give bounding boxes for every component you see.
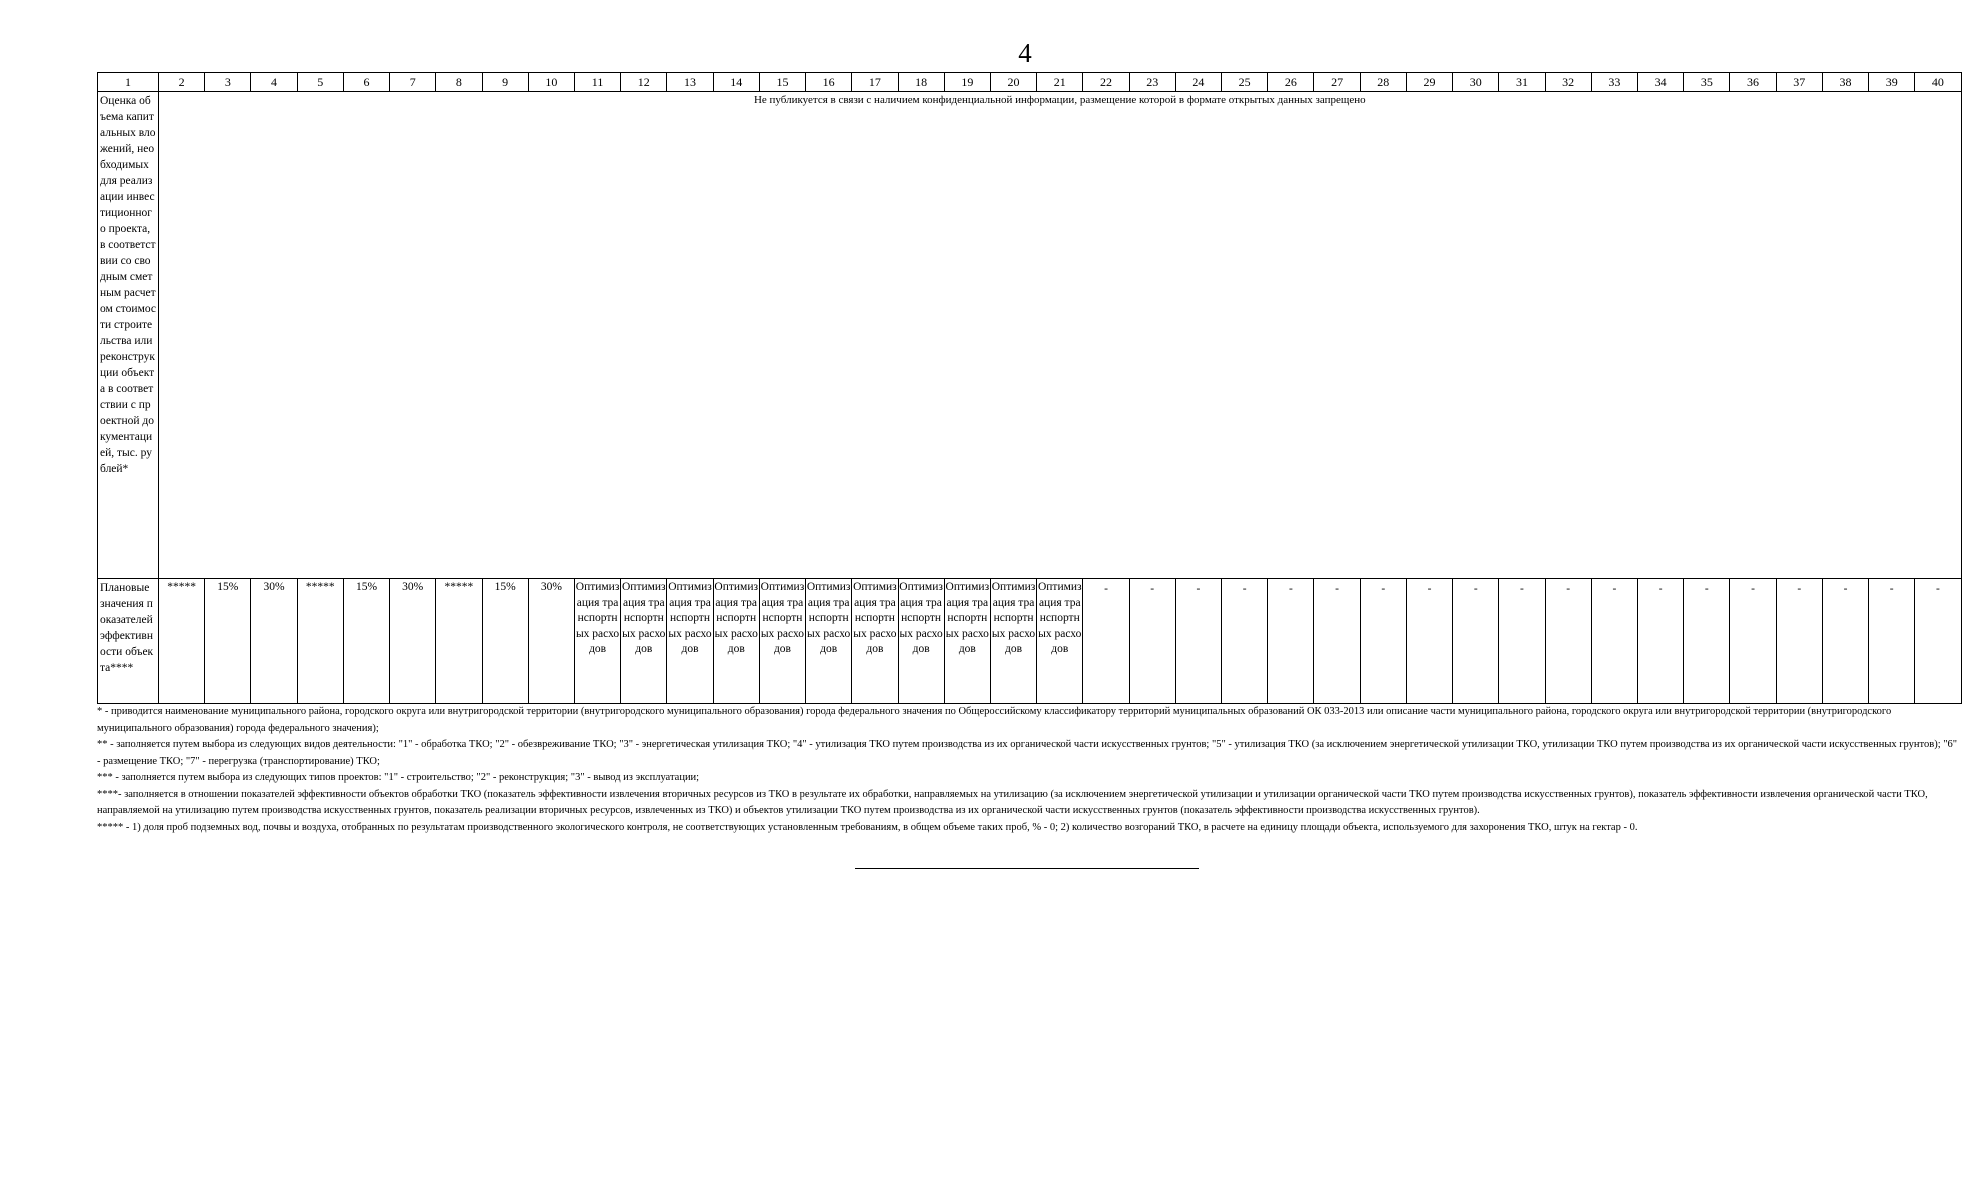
performance-value-cell: 15% (205, 579, 251, 704)
column-number-cell: 5 (297, 73, 343, 92)
performance-value-cell: - (1222, 579, 1268, 704)
performance-value-cell: - (1638, 579, 1684, 704)
column-number-row (98, 73, 1962, 92)
column-number-cell: 33 (1591, 73, 1637, 92)
footnotes (97, 704, 1961, 836)
column-number-cell: 18 (898, 73, 944, 92)
column-number-cell: 36 (1730, 73, 1776, 92)
footnote-5: ***** - 1) доля проб подземных вод, почвы и воздуха, отобранных по результатам производственного экологического контроля, не соответствующих установленным требованиям, в общем объеме таких проб, % - 0; 2) количество возгораний ТКО, в расчете на единицу площади объекта, используемого для захоронения ТКО, штук на гектар - 0. (97, 821, 1638, 833)
performance-value-cell: - (1545, 579, 1591, 704)
column-number-cell: 1 (98, 73, 159, 92)
performance-value-cell: Оптимизация транспортных расходов (898, 579, 944, 704)
column-number-cell: 14 (713, 73, 759, 92)
performance-value-cell: - (1083, 579, 1129, 704)
performance-value-cell: Оптимизация транспортных расходов (806, 579, 852, 704)
footnote-4: ****- заполняется в отношении показателей эффективности объектов обработки ТКО (показатель эффективности извлечения вторичных ресурсов из ТКО в результате их обработки, направляемых на утилизацию (за исключением энергетической утилизации и утилизации органической части ТКО путем производства искусственных грунтов), показатель эффективности извлечения органической части ТКО, направляемой на утилизацию путем производства искусственных грунтов, показатель реализации вторичных ресурсов, извлеченных из ТКО) и объектов утилизации ТКО путем производства из их органической части искусственных грунтов (показатель эффективности производства искусственных грунтов). (97, 788, 1928, 816)
confidential-notice: Не публикуется в связи с наличием конфиденциальной информации, размещение которой в формате открытых данных запрещено (159, 92, 1962, 579)
end-of-document-line (855, 868, 1199, 869)
performance-value-cell: ***** (436, 579, 482, 704)
performance-value-cell: - (1314, 579, 1360, 704)
capex-row (98, 92, 1962, 579)
performance-value-cell: - (1730, 579, 1776, 704)
column-number-cell: 29 (1406, 73, 1452, 92)
performance-value-cell: - (1822, 579, 1868, 704)
column-number-cell: 38 (1822, 73, 1868, 92)
performance-value-cell: - (1869, 579, 1915, 704)
page-number: 4 (1018, 38, 1032, 68)
capex-row-label: Оценка объема капитальных вложений, необходимых для реализации инвестиционного проекта, в соответствии со сводным сметным расчетом стоимости строительства или реконструкции объекта в соответствии с проектной документацией, тыс. рублей* (98, 92, 159, 579)
performance-value-cell: Оптимизация транспортных расходов (667, 579, 713, 704)
column-number-cell: 28 (1360, 73, 1406, 92)
performance-value-cell: Оптимизация транспортных расходов (852, 579, 898, 704)
performance-value-cell: 30% (390, 579, 436, 704)
column-number-cell: 11 (574, 73, 620, 92)
performance-value-cell: Оптимизация транспортных расходов (621, 579, 667, 704)
column-number-cell: 16 (806, 73, 852, 92)
column-number-cell: 10 (528, 73, 574, 92)
column-number-cell: 39 (1869, 73, 1915, 92)
performance-value-cell: ***** (297, 579, 343, 704)
column-number-cell: 3 (205, 73, 251, 92)
performance-value-cell: - (1591, 579, 1637, 704)
performance-value-cell: 30% (528, 579, 574, 704)
performance-value-cell: - (1129, 579, 1175, 704)
column-number-cell: 37 (1776, 73, 1822, 92)
column-number-cell: 12 (621, 73, 667, 92)
performance-value-cell: Оптимизация транспортных расходов (1037, 579, 1083, 704)
data-table (97, 72, 1962, 704)
column-number-cell: 17 (852, 73, 898, 92)
column-number-cell: 34 (1638, 73, 1684, 92)
column-number-cell: 23 (1129, 73, 1175, 92)
performance-value-cell: Оптимизация транспортных расходов (944, 579, 990, 704)
performance-value-cell: Оптимизация транспортных расходов (574, 579, 620, 704)
column-number-cell: 35 (1684, 73, 1730, 92)
column-number-cell: 9 (482, 73, 528, 92)
column-number-cell: 7 (390, 73, 436, 92)
performance-value-cell: - (1776, 579, 1822, 704)
column-number-cell: 24 (1175, 73, 1221, 92)
column-number-cell: 21 (1037, 73, 1083, 92)
footnote-1: * - приводится наименование муниципального района, городского округа или внутригородской территории (внутригородского муниципального образования) города федерального значения по Общероссийскому классификатору территорий муниципальных образований ОК 033-2013 или описание части муниципального района, городского округа или внутригородской территории (внутригородского муниципального образования) города федерального значения); (97, 706, 1892, 734)
column-number-cell: 22 (1083, 73, 1129, 92)
column-number-cell: 19 (944, 73, 990, 92)
performance-value-cell: - (1453, 579, 1499, 704)
footnote-3: *** - заполняется путем выбора из следующих типов проектов: "1" - строительство; "2" - реконструкция; "3" - вывод из эксплуатации; (97, 772, 700, 783)
column-number-cell: 13 (667, 73, 713, 92)
column-number-cell: 4 (251, 73, 297, 92)
performance-value-cell: Оптимизация транспортных расходов (759, 579, 805, 704)
column-number-cell: 31 (1499, 73, 1545, 92)
column-number-cell: 25 (1222, 73, 1268, 92)
column-number-cell: 2 (159, 73, 205, 92)
performance-value-cell: - (1915, 579, 1961, 704)
performance-value-cell: ***** (159, 579, 205, 704)
column-number-cell: 40 (1915, 73, 1961, 92)
column-number-cell: 15 (759, 73, 805, 92)
performance-value-cell: 15% (482, 579, 528, 704)
column-number-cell: 30 (1453, 73, 1499, 92)
column-number-cell: 32 (1545, 73, 1591, 92)
performance-value-cell: - (1360, 579, 1406, 704)
performance-value-cell: - (1175, 579, 1221, 704)
performance-value-cell: - (1684, 579, 1730, 704)
column-number-cell: 20 (990, 73, 1036, 92)
performance-value-cell: 30% (251, 579, 297, 704)
performance-value-cell: Оптимизация транспортных расходов (713, 579, 759, 704)
column-number-cell: 26 (1268, 73, 1314, 92)
performance-value-cell: Оптимизация транспортных расходов (990, 579, 1036, 704)
footnote-2: ** - заполняется путем выбора из следующих видов деятельности: "1" - обработка ТКО; "2" - обезвреживание ТКО; "3" - энергетическая утилизация ТКО; "4" - утилизация ТКО путем производства из их органической части искусственных грунтов; "5" - утилизация ТКО (за исключением энергетической утилизации ТКО, утилизации ТКО путем производства из их органической части искусственных грунтов); "6" - размещение ТКО; "7" - перегрузка (транспортирование) ТКО; (97, 739, 1958, 767)
performance-value-cell: - (1499, 579, 1545, 704)
column-number-cell: 6 (343, 73, 389, 92)
column-number-cell: 8 (436, 73, 482, 92)
performance-value-cell: - (1268, 579, 1314, 704)
performance-row-label: Плановые значения показателей эффективности объекта**** (98, 579, 159, 704)
performance-value-cell: - (1406, 579, 1452, 704)
performance-value-cell: 15% (343, 579, 389, 704)
performance-row (98, 579, 1962, 704)
column-number-cell: 27 (1314, 73, 1360, 92)
